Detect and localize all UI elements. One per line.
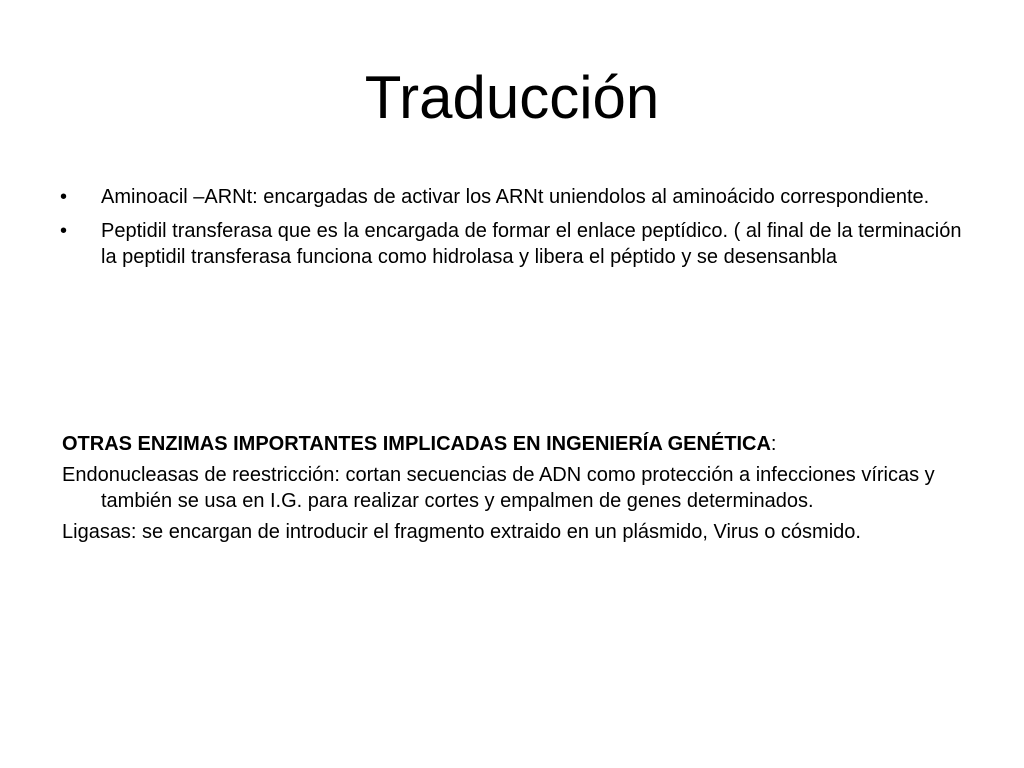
- bullet-text: Peptidil transferasa que es la encargada de formar el enlace peptídico. ( al final de la terminación la peptidil transferasa funciona como hidrolasa y libera el péptido y se desensanbla: [101, 220, 962, 268]
- enzymes-section: [62, 431, 972, 550]
- section-heading-colon: :: [770, 433, 777, 455]
- bullet-item-peptidil: [60, 218, 970, 270]
- section-heading: [62, 431, 972, 457]
- bullet-text: Aminoacil –ARNt: encargadas de activar los ARNt uniendolos al aminoácido correspondiente.: [101, 186, 930, 208]
- paragraph-endonucleasas: Endonucleasas de reestricción: cortan secuencias de ADN como protección a infecciones víricas y también se usa en I.G. para realizar cortes y empalmen de genes determinados.: [62, 464, 935, 512]
- section-heading-text: OTRAS ENZIMAS IMPORTANTES IMPLICADAS EN INGENIERÍA GENÉTICA: [62, 433, 771, 455]
- slide-title: Traducción: [364, 64, 660, 131]
- bullet-item-aminoacil: [60, 184, 970, 210]
- bullet-mark: •: [60, 220, 68, 242]
- bullet-list: [60, 184, 970, 278]
- paragraph-ligasas: Ligasas: se encargan de introducir el fragmento extraido en un plásmido, Virus o cósmido.: [62, 521, 861, 543]
- bullet-mark: •: [60, 186, 68, 208]
